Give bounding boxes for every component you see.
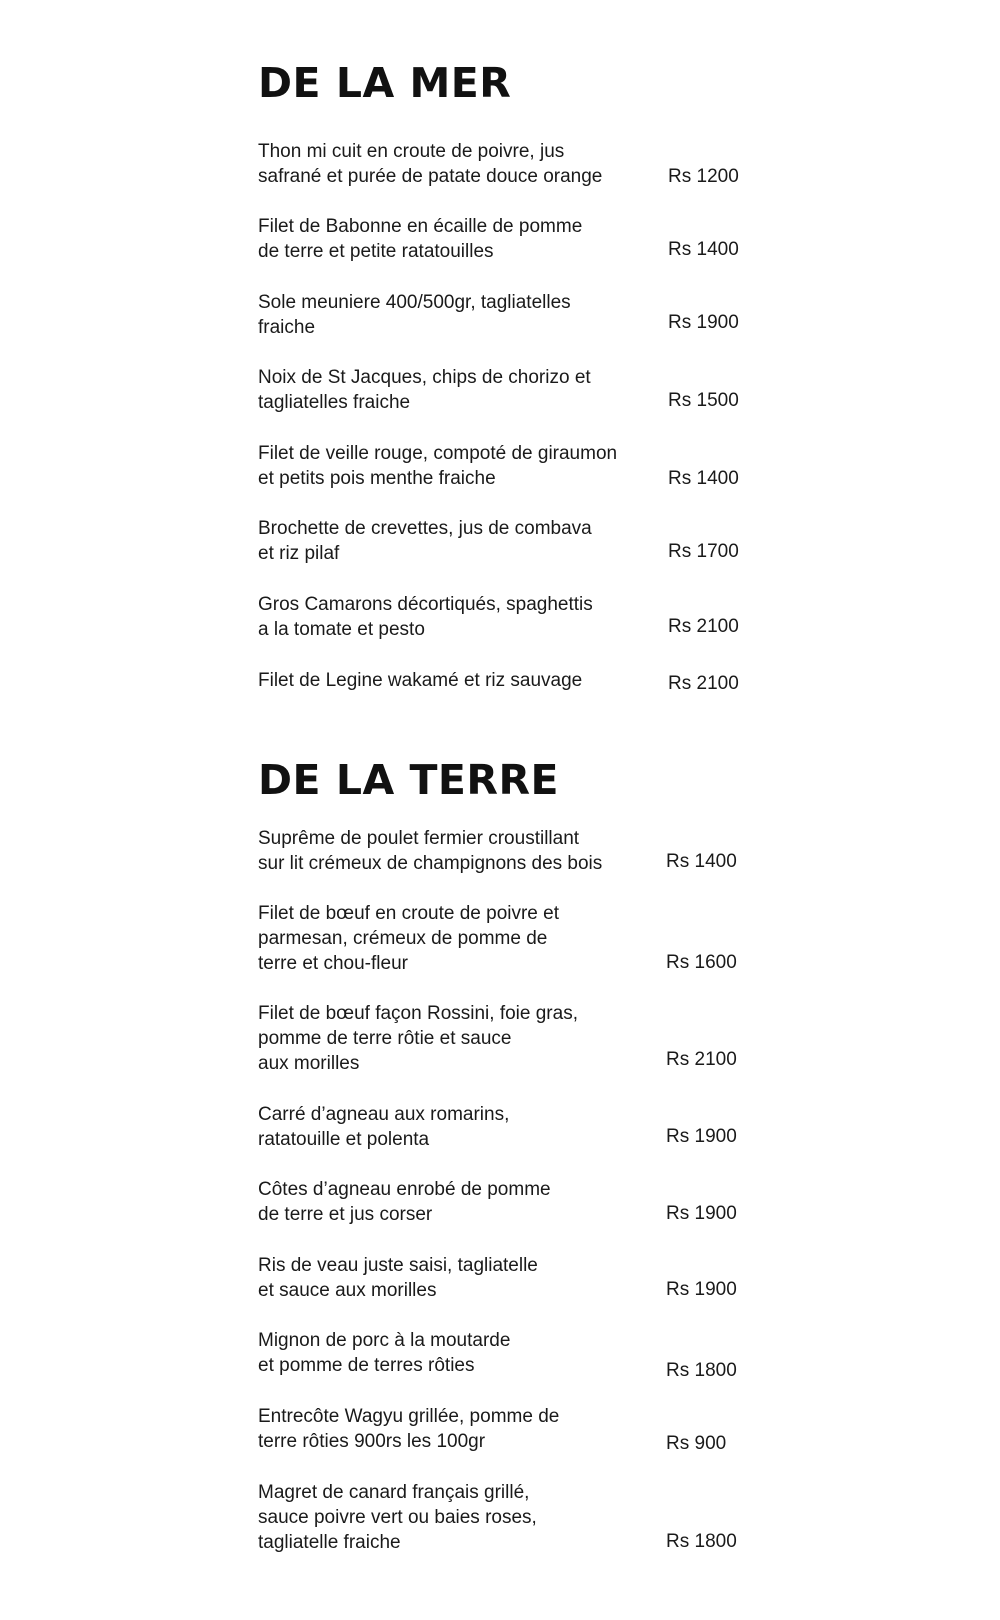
menu-item-price: Rs 1400 — [668, 468, 739, 489]
menu-item-description: Entrecôte Wagyu grillée, pomme de terre rôties 900rs les 100gr — [258, 1406, 560, 1452]
menu-item-description: Filet de bœuf en croute de poivre et parmesan, crémeux de pomme de terre et chou-fleur — [258, 903, 559, 974]
menu-item-description: Filet de bœuf façon Rossini, foie gras, pomme de terre rôtie et sauce aux morilles — [258, 1003, 578, 1074]
menu-item-price: Rs 1600 — [666, 952, 737, 973]
menu-item-description: Sole meuniere 400/500gr, tagliatelles fraiche — [258, 292, 571, 338]
menu-item-price: Rs 2100 — [668, 616, 739, 637]
menu-item-price: Rs 1800 — [666, 1531, 737, 1552]
menu-item-description: Noix de St Jacques, chips de chorizo et tagliatelles fraiche — [258, 367, 591, 413]
menu-item-price: Rs 1700 — [668, 541, 739, 562]
menu-item-price: Rs 1400 — [666, 851, 737, 872]
menu-item-description: Mignon de porc à la moutarde et pomme de terres rôties — [258, 1330, 511, 1376]
menu-item-price: Rs 2100 — [666, 1049, 737, 1070]
menu-item-price: Rs 1900 — [666, 1203, 737, 1224]
menu-item-description: Carré d’agneau aux romarins, ratatouille et polenta — [258, 1104, 510, 1150]
menu-item-price: Rs 1200 — [668, 166, 739, 187]
menu-item-description: Côtes d’agneau enrobé de pomme de terre et jus corser — [258, 1179, 551, 1225]
section-title-terre: DE LA TERRE — [258, 756, 560, 804]
menu-item-description: Gros Camarons décortiqués, spaghettis a la tomate et pesto — [258, 594, 593, 640]
menu-item-description: Thon mi cuit en croute de poivre, jus safrané et purée de patate douce orange — [258, 141, 603, 187]
menu-item-price: Rs 1900 — [666, 1279, 737, 1300]
menu-item-price: Rs 1900 — [668, 312, 739, 333]
menu-item-price: Rs 1800 — [666, 1360, 737, 1381]
menu-item-price: Rs 1500 — [668, 390, 739, 411]
menu-item-price: Rs 2100 — [668, 673, 739, 694]
section-title-mer: DE LA MER — [258, 59, 512, 107]
menu-item-price: Rs 1900 — [666, 1126, 737, 1147]
menu-item-description: Brochette de crevettes, jus de combava et riz pilaf — [258, 518, 592, 564]
menu-item-price: Rs 1400 — [668, 239, 739, 260]
menu-item-description: Suprême de poulet fermier croustillant sur lit crémeux de champignons des bois — [258, 828, 603, 874]
menu-item-description: Filet de Legine wakamé et riz sauvage — [258, 670, 583, 691]
menu-item-description: Ris de veau juste saisi, tagliatelle et sauce aux morilles — [258, 1255, 538, 1301]
menu-item-price: Rs 900 — [666, 1433, 727, 1454]
menu-item-description: Filet de Babonne en écaille de pomme de terre et petite ratatouilles — [258, 216, 583, 262]
menu-item-description: Filet de veille rouge, compoté de giraumon et petits pois menthe fraiche — [258, 443, 618, 489]
menu-item-description: Magret de canard français grillé, sauce poivre vert ou baies roses, tagliatelle fraiche — [258, 1482, 537, 1553]
